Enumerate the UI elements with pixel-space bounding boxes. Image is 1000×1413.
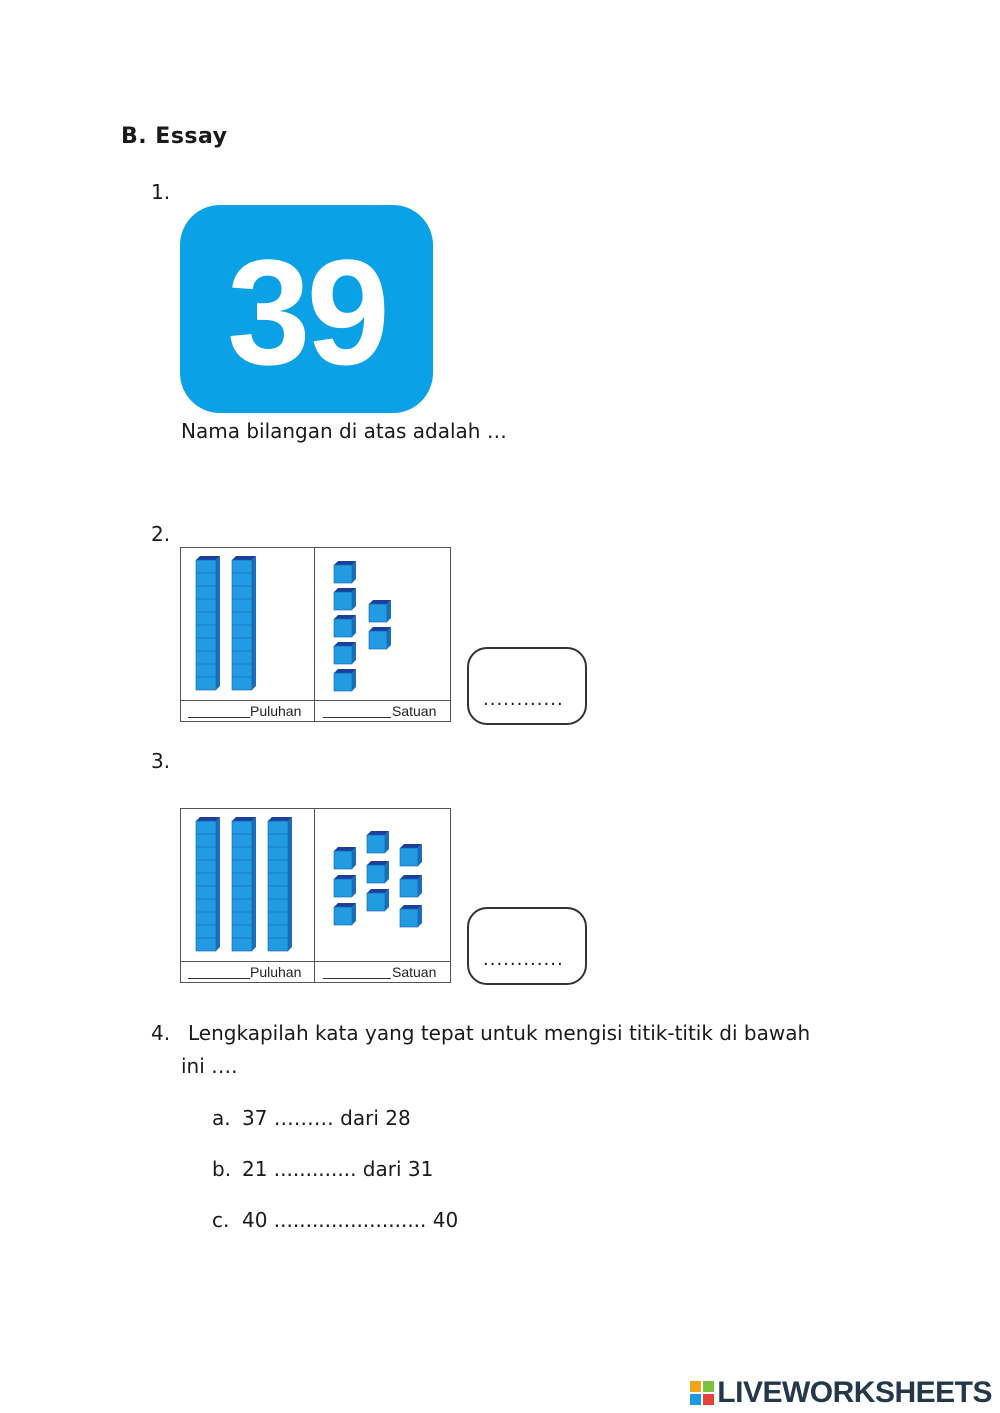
sub-item-a-text: 37 ……… dari 28 [242, 1106, 411, 1130]
tens-rod [196, 556, 220, 690]
question-4-prompt-line-1: Lengkapilah kata yang tepat untuk mengisi titik-titik di bawah [188, 1021, 811, 1045]
tens-column [181, 548, 315, 721]
label-row [181, 961, 450, 982]
sub-item-a-letter: a. [212, 1106, 231, 1130]
tens-blank-line [188, 978, 250, 979]
section-title: B. Essay [121, 124, 228, 149]
number-card [180, 205, 433, 413]
ones-cube [367, 831, 389, 853]
ones-cube [400, 844, 422, 866]
ones-label: Satuan [392, 964, 437, 980]
ones-cube [334, 669, 356, 691]
sub-item-c-text: 40 ........................ 40 [242, 1208, 459, 1232]
ones-cube [334, 903, 356, 925]
tens-rods [181, 548, 314, 698]
ones-cube [369, 600, 391, 622]
sub-item-c-letter: c. [212, 1208, 230, 1232]
ones-cube [334, 588, 356, 610]
question-3-number: 3. [151, 749, 171, 773]
ones-cube [334, 615, 356, 637]
ones-cube [369, 627, 391, 649]
question-1-number: 1. [151, 180, 171, 204]
ones-cubes [314, 809, 449, 959]
tens-rod [196, 817, 220, 951]
tens-rod [268, 817, 292, 951]
sub-item-b-letter: b. [212, 1157, 232, 1181]
ones-column [314, 548, 449, 721]
place-value-table-2 [180, 547, 451, 722]
number-card-value: 39 [227, 228, 386, 396]
tens-rod [232, 556, 256, 690]
question-1-prompt: Nama bilangan di atas adalah … [181, 419, 507, 443]
question-4-number: 4. [151, 1021, 171, 1045]
brand-name: LIVEWORKSHEETS [717, 1376, 992, 1409]
ones-cube [334, 847, 356, 869]
ones-cube [334, 561, 356, 583]
ones-column [314, 809, 449, 982]
brand-logo-link[interactable] [689, 1376, 992, 1410]
tens-label: Puluhan [250, 964, 302, 980]
sub-item-b-text: 21 ............. dari 31 [242, 1157, 434, 1181]
liveworksheets-logo-icon [689, 1380, 715, 1406]
ones-cubes [314, 548, 449, 698]
tens-blank-line [188, 717, 250, 718]
answer-box-3[interactable] [467, 907, 587, 985]
ones-cube [367, 889, 389, 911]
ones-blank-line [323, 978, 391, 979]
place-value-table-3 [180, 808, 451, 983]
ones-cube [367, 861, 389, 883]
answer-placeholder: ............ [483, 689, 564, 710]
answer-box-2[interactable] [467, 647, 587, 725]
ones-label: Satuan [392, 703, 437, 719]
tens-rod [232, 817, 256, 951]
ones-cube [334, 875, 356, 897]
ones-blank-line [323, 717, 391, 718]
answer-placeholder: ............ [483, 949, 564, 970]
tens-column [181, 809, 315, 982]
question-2-number: 2. [151, 522, 171, 546]
label-row [181, 700, 450, 721]
tens-rods [181, 809, 314, 959]
ones-cube [334, 642, 356, 664]
tens-label: Puluhan [250, 703, 302, 719]
ones-cube [400, 875, 422, 897]
question-4-prompt-line-2: ini …. [181, 1054, 238, 1078]
ones-cube [400, 905, 422, 927]
